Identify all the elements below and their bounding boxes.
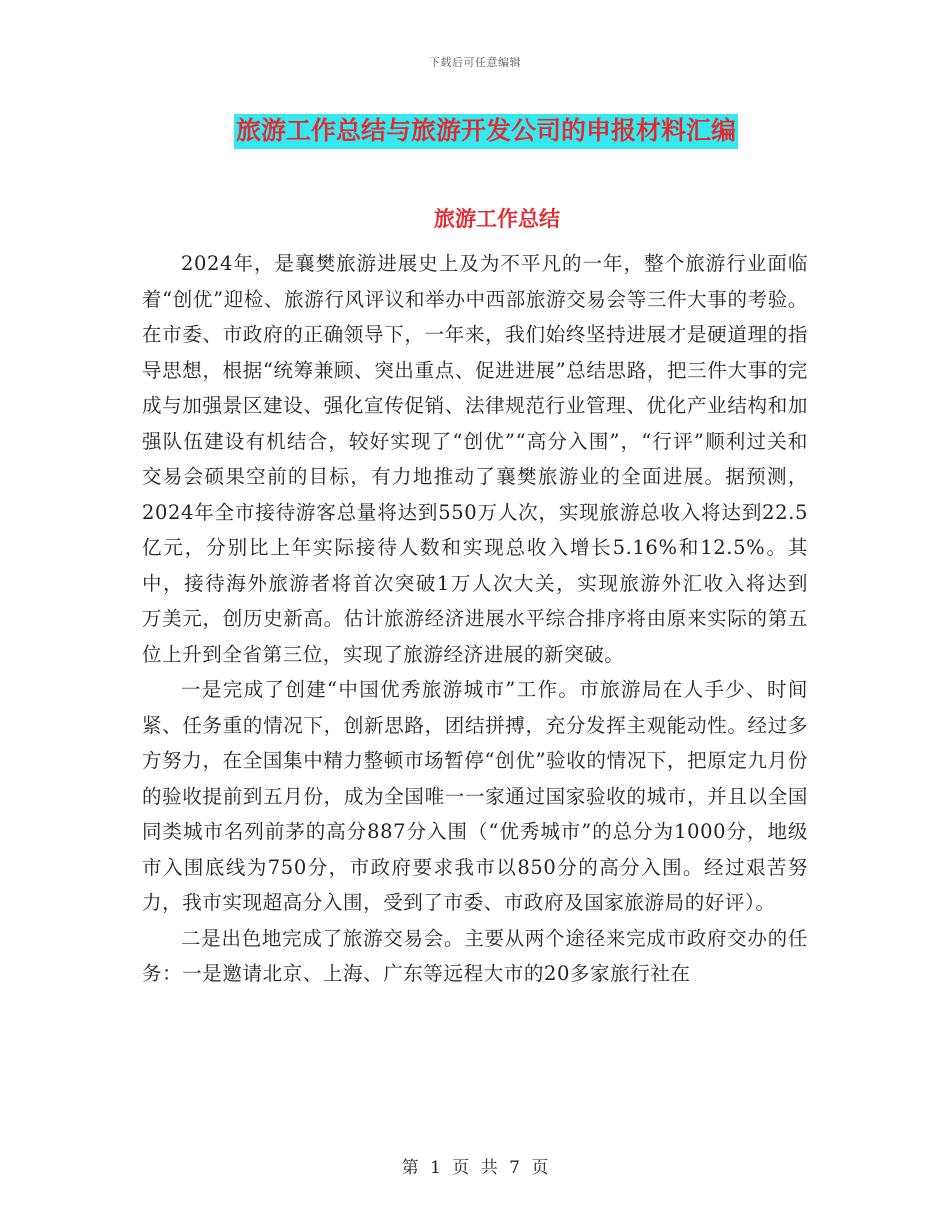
paragraph: 二是出色地完成了旅游交易会。主要从两个途径来完成市政府交办的任务：一是邀请北京、上海、广东等远程大市的20多家旅行社在 <box>142 926 808 985</box>
paragraph: 2024年，是襄樊旅游进展史上及为不平凡的一年，整个旅游行业面临着“创优”迎检、旅游行风评议和举办中西部旅游交易会等三件大事的考验。在市委、市政府的正确领导下，一年来，我们始终坚持进展才是硬道理的指导思想，根据“统筹兼顾、突出重点、促进进展”总结思路，把三件大事的完成与加强景区建设、强化宣传促销、法律规范行业管理、优化产业结构和加强队伍建设有机结合，较好实现了“创优”“高分入围”，“行评”顺利过关和交易会硕果空前的目标，有力地推动了襄樊旅游业的全面进展。据预测，2024年全市接待游客总量将达到550万人次，实现旅游总收入将达到22.5亿元，分别比上年实际接待人数和实现总收入增长5.16%和12.5%。其中，接待海外旅游者将首次突破1万人次大关，实现旅游外汇收入将达到 万美元，创历史新高。估计旅游经济进展水平综合排序将由原来实际的第五位上升到全省第三位，实现了旅游经济进展的新突破。 <box>142 252 849 666</box>
page-number-footer: 第 1 页 共 7 页 <box>401 1158 549 1178</box>
header-note: 下载后可任意编辑 <box>429 56 521 69</box>
main-title-container <box>0 114 950 149</box>
section-title: 旅游工作总结 <box>434 207 560 231</box>
document-title: 旅游工作总结与旅游开发公司的申报材料汇编 <box>234 114 738 149</box>
document-body <box>142 246 849 992</box>
paragraph: 一是完成了创建“中国优秀旅游城市”工作。市旅游局在人手少、时间紧、任务重的情况下，创新思路，团结拼搏，充分发挥主观能动性。经过多方努力，在全国集中精力整顿市场暂停“创优”验收的情况下，把原定九月份的验收提前到五月份，成为全国唯一一家通过国家验收的城市，并且以全国同类城市名列前茅的高分887分入围（“优秀城市”的总分为1000分，地级市入围底线为750分，市政府要求我市以850分的高分入围。经过艰苦努力，我市实现超高分入围，受到了市委、市政府及国家旅游局的好评）。 <box>142 678 808 914</box>
